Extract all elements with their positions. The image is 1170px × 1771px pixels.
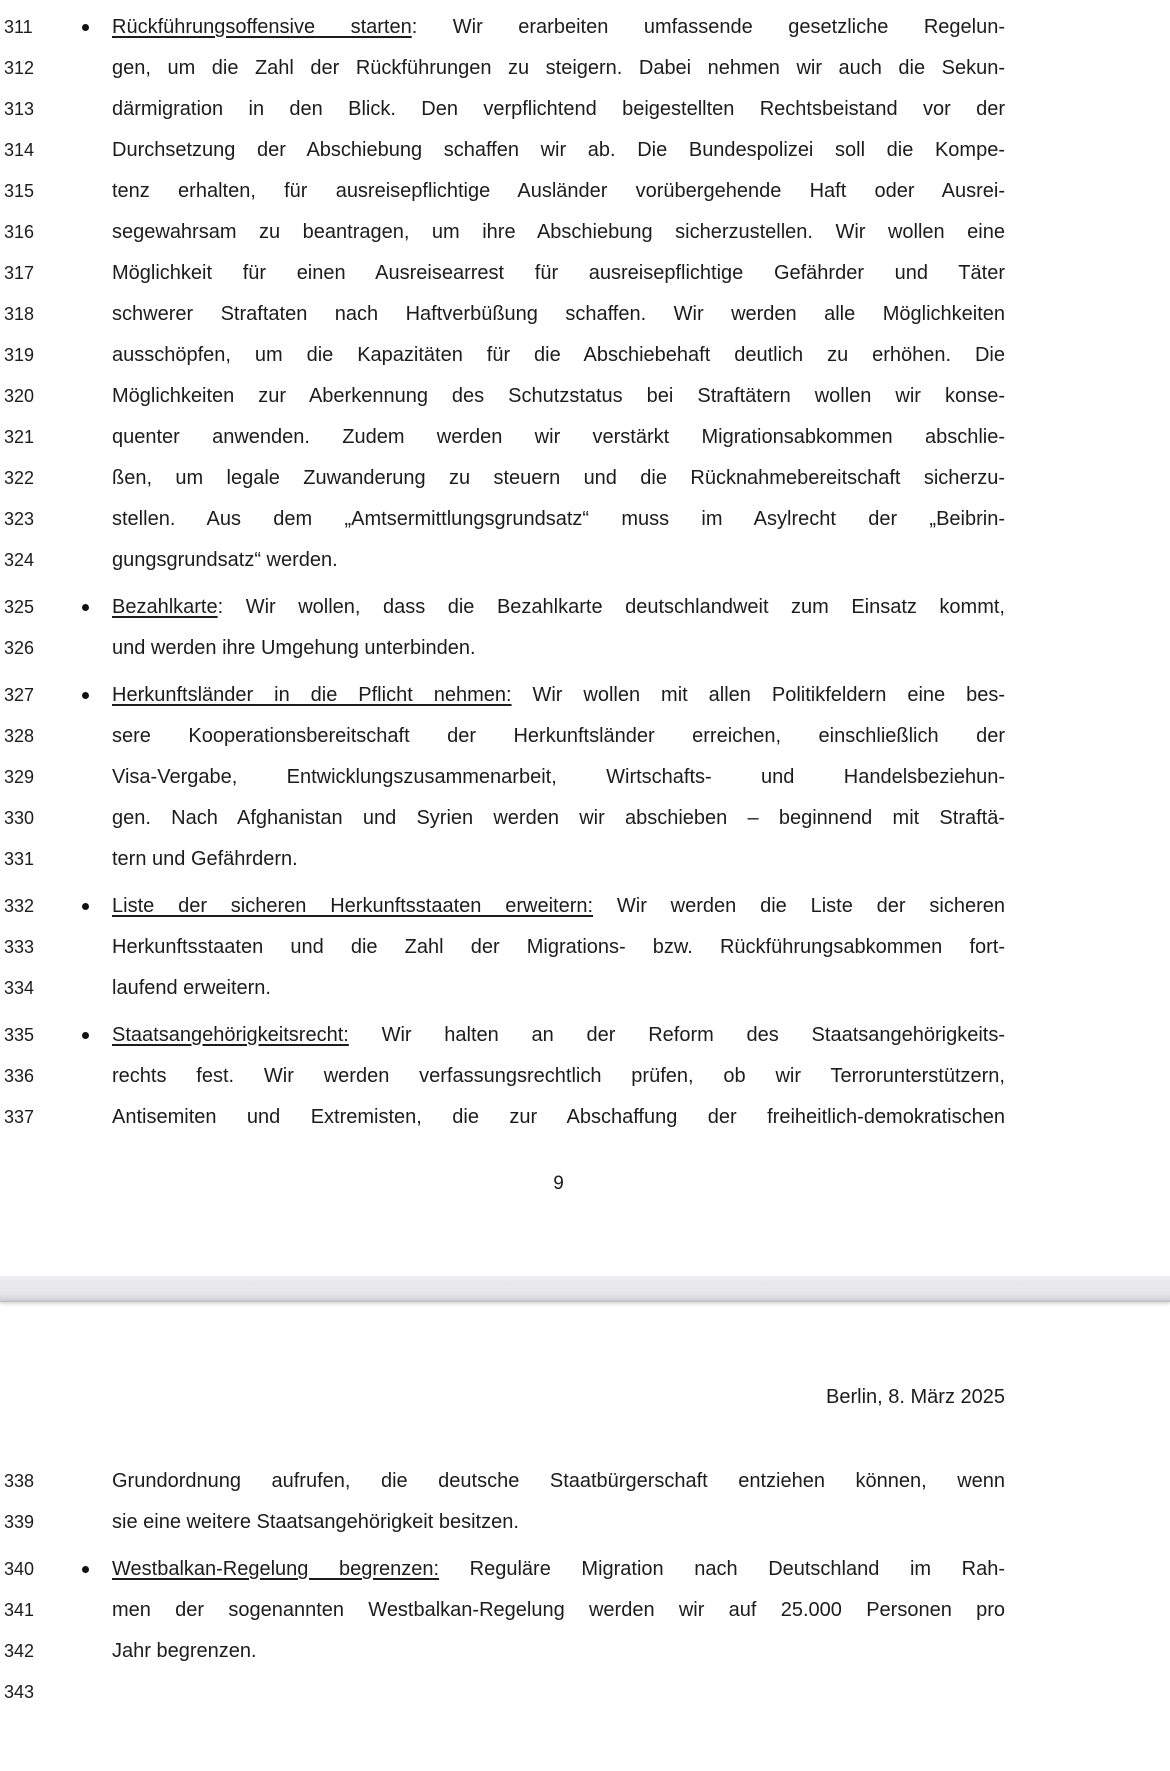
text-run: men der sogenannten Westbalkan-Regelung werden wir auf 25.000 Personen pro xyxy=(112,1599,1005,1621)
page-10-lines xyxy=(0,1461,1170,1672)
text-run: därmigration in den Blick. Den verpflichtend beigestellten Rechtsbeistand vor der xyxy=(112,98,1005,120)
heading-underlined: Herkunftsländer in die Pflicht nehmen: xyxy=(112,684,512,706)
text-run: sere Kooperationsbereitschaft der Herkunftsländer erreichen, einschließlich der xyxy=(112,725,1005,747)
line-number: 319 xyxy=(4,345,35,365)
line-number: 342 xyxy=(4,1641,35,1661)
text-run: Wir wollen mit allen Politikfeldern eine bes- xyxy=(511,684,1005,706)
bullet-cell xyxy=(64,798,112,839)
line-text xyxy=(112,839,1005,880)
line-text xyxy=(112,886,1005,927)
text-line xyxy=(0,716,1170,757)
text-line xyxy=(0,540,1170,581)
bullet-cell xyxy=(64,130,112,171)
line-number: 321 xyxy=(4,427,35,447)
text-line xyxy=(0,130,1170,171)
text-line xyxy=(0,927,1170,968)
line-number: 324 xyxy=(4,550,35,570)
line-number: 329 xyxy=(4,767,35,787)
text-run: Möglichkeiten zur Aberkennung des Schutzstatus bei Straftätern wollen wir konse- xyxy=(112,385,1005,407)
text-line xyxy=(0,757,1170,798)
line-number: 326 xyxy=(4,638,35,658)
line-number: 317 xyxy=(4,263,35,283)
page-10 xyxy=(0,1384,1170,1771)
bullet-cell xyxy=(64,1549,112,1590)
bullet-cell xyxy=(64,1015,112,1056)
text-line xyxy=(0,1502,1170,1543)
line-number: 341 xyxy=(4,1600,35,1620)
bullet-cell xyxy=(64,499,112,540)
line-text xyxy=(112,716,1005,757)
bullet-icon xyxy=(82,24,89,31)
bullet-icon xyxy=(82,1566,89,1573)
line-text xyxy=(112,675,1005,716)
text-run: Jahr begrenzen. xyxy=(112,1640,257,1662)
bullet-cell xyxy=(64,927,112,968)
line-text xyxy=(112,1502,1005,1543)
text-run: Wir halten an der Reform des Staatsangehörigkeits- xyxy=(348,1024,1005,1046)
line-text xyxy=(112,628,1005,669)
text-line xyxy=(0,1461,1170,1502)
bullet-cell xyxy=(64,839,112,880)
line-text xyxy=(112,417,1005,458)
line-number: 327 xyxy=(4,685,35,705)
line-number: 314 xyxy=(4,140,35,160)
line-text xyxy=(112,540,1005,581)
text-line xyxy=(0,294,1170,335)
line-number: 340 xyxy=(4,1559,35,1579)
bullet-cell xyxy=(64,716,112,757)
text-run: schwerer Straftaten nach Haftverbüßung schaffen. Wir werden alle Möglichkeiten xyxy=(112,303,1005,325)
bullet-cell xyxy=(64,540,112,581)
line-number: 328 xyxy=(4,726,35,746)
text-line xyxy=(0,968,1170,1009)
text-run: sie eine weitere Staatsangehörigkeit besitzen. xyxy=(112,1511,519,1533)
text-run: rechts fest. Wir werden verfassungsrechtlich prüfen, ob wir Terrorunterstützern, xyxy=(112,1065,1005,1087)
bullet-cell xyxy=(64,253,112,294)
bullet-cell xyxy=(64,48,112,89)
text-line xyxy=(0,1549,1170,1590)
text-line xyxy=(0,1590,1170,1631)
bullet-cell xyxy=(64,1097,112,1138)
text-run: Herkunftsstaaten und die Zahl der Migrations- bzw. Rückführungsabkommen fort- xyxy=(112,936,1005,958)
line-text xyxy=(112,130,1005,171)
text-line xyxy=(0,376,1170,417)
text-line xyxy=(0,1015,1170,1056)
bullet-cell xyxy=(64,458,112,499)
bullet-cell xyxy=(64,417,112,458)
bullet-cell xyxy=(64,1502,112,1543)
line-number: 336 xyxy=(4,1066,35,1086)
bullet-cell xyxy=(64,757,112,798)
text-run: Reguläre Migration nach Deutschland im Rah- xyxy=(439,1558,1005,1580)
line-text xyxy=(112,458,1005,499)
bullet-icon xyxy=(82,692,89,699)
text-line xyxy=(0,886,1170,927)
bullet-cell xyxy=(64,628,112,669)
line-number: 330 xyxy=(4,808,35,828)
bullet-icon xyxy=(82,604,89,611)
heading-underlined: Bezahlkarte xyxy=(112,596,218,618)
line-number: 334 xyxy=(4,978,35,998)
text-line xyxy=(0,7,1170,48)
text-run: Möglichkeit für einen Ausreisearrest für ausreisepflichtige Gefährder und Täter xyxy=(112,262,1005,284)
page-9-lines xyxy=(0,7,1170,1138)
text-run: : Wir erarbeiten umfassende gesetzliche Regelun- xyxy=(411,16,1005,38)
date-line: Berlin, 8. März 2025 xyxy=(826,1386,1005,1408)
text-line xyxy=(0,253,1170,294)
line-text xyxy=(112,212,1005,253)
line-text xyxy=(112,294,1005,335)
line-text xyxy=(112,335,1005,376)
text-line xyxy=(0,628,1170,669)
text-line xyxy=(0,587,1170,628)
line-number: 313 xyxy=(4,99,35,119)
text-line xyxy=(0,48,1170,89)
line-number: 320 xyxy=(4,386,35,406)
bullet-cell xyxy=(64,675,112,716)
line-text xyxy=(112,927,1005,968)
page-separator xyxy=(0,1276,1170,1302)
line-text xyxy=(112,1631,1005,1672)
text-line xyxy=(0,1056,1170,1097)
text-line xyxy=(0,1631,1170,1672)
line-text xyxy=(112,376,1005,417)
text-line xyxy=(0,417,1170,458)
line-number: 318 xyxy=(4,304,35,324)
line-text xyxy=(112,968,1005,1009)
bullet-cell xyxy=(64,171,112,212)
line-text xyxy=(112,757,1005,798)
text-line xyxy=(0,335,1170,376)
line-number: 333 xyxy=(4,937,35,957)
line-number: 322 xyxy=(4,468,35,488)
line-text xyxy=(112,253,1005,294)
text-line xyxy=(0,171,1170,212)
line-text xyxy=(112,1056,1005,1097)
text-run: Grundordnung aufrufen, die deutsche Staatbürgerschaft entziehen können, wenn xyxy=(112,1470,1005,1492)
bullet-cell xyxy=(64,1590,112,1631)
text-line xyxy=(0,1097,1170,1138)
line-number: 312 xyxy=(4,58,35,78)
text-run: tern und Gefährdern. xyxy=(112,848,298,870)
text-line xyxy=(0,89,1170,130)
text-line xyxy=(0,839,1170,880)
bullet-icon xyxy=(82,903,89,910)
text-run: segewahrsam zu beantragen, um ihre Abschiebung sicherzustellen. Wir wollen eine xyxy=(112,221,1005,243)
bullet-cell xyxy=(64,376,112,417)
line-text xyxy=(112,171,1005,212)
heading-underlined: Westbalkan-Regelung begrenzen: xyxy=(112,1558,440,1580)
text-run: gen. Nach Afghanistan und Syrien werden wir abschieben – beginnend mit Straftä- xyxy=(112,807,1005,829)
bullet-cell xyxy=(64,7,112,48)
line-text xyxy=(112,1461,1005,1502)
page-number: 9 xyxy=(553,1173,564,1194)
text-line xyxy=(0,798,1170,839)
line-number: 337 xyxy=(4,1107,35,1127)
text-run: Antisemiten und Extremisten, die zur Abschaffung der freiheitlich-demokratischen xyxy=(112,1106,1005,1128)
text-run: und werden ihre Umgehung unterbinden. xyxy=(112,637,476,659)
bullet-icon xyxy=(82,1032,89,1039)
bullet-cell xyxy=(64,89,112,130)
line-text xyxy=(112,1015,1005,1056)
text-run: gungsgrundsatz“ werden. xyxy=(112,549,338,571)
text-run: Durchsetzung der Abschiebung schaffen wir ab. Die Bundespolizei soll die Kompe- xyxy=(112,139,1005,161)
bullet-cell xyxy=(64,335,112,376)
heading-underlined: Staatsangehörigkeitsrecht: xyxy=(112,1024,349,1046)
text-run: ßen, um legale Zuwanderung zu steuern und die Rücknahmebereitschaft sicherzu- xyxy=(112,467,1005,489)
text-run: ausschöpfen, um die Kapazitäten für die Abschiebehaft deutlich zu erhöhen. Die xyxy=(112,344,1005,366)
text-run: laufend erweitern. xyxy=(112,977,271,999)
text-run: Wir werden die Liste der sicheren xyxy=(593,895,1005,917)
line-text xyxy=(112,587,1005,628)
line-number: 338 xyxy=(4,1471,35,1491)
text-run: : Wir wollen, dass die Bezahlkarte deutschlandweit zum Einsatz kommt, xyxy=(217,596,1005,618)
text-line xyxy=(0,499,1170,540)
heading-underlined: Liste der sicheren Herkunftsstaaten erweitern: xyxy=(112,895,594,917)
line-text xyxy=(112,499,1005,540)
line-number: 343 xyxy=(4,1682,35,1702)
bullet-cell xyxy=(64,587,112,628)
line-number: 325 xyxy=(4,597,35,617)
line-text xyxy=(112,798,1005,839)
text-run: stellen. Aus dem „Amtsermittlungsgrundsatz“ muss im Asylrecht der „Beibrin- xyxy=(112,508,1005,530)
text-line xyxy=(0,675,1170,716)
line-text xyxy=(112,7,1005,48)
line-number: 339 xyxy=(4,1512,35,1532)
line-number: 331 xyxy=(4,849,35,869)
bullet-cell xyxy=(64,1631,112,1672)
bullet-cell xyxy=(64,968,112,1009)
bullet-cell xyxy=(64,1056,112,1097)
text-line-partial xyxy=(0,1672,1170,1713)
line-number: 315 xyxy=(4,181,35,201)
bullet-cell xyxy=(64,886,112,927)
text-line xyxy=(0,212,1170,253)
heading-underlined: Rückführungsoffensive starten xyxy=(112,16,412,38)
line-number: 311 xyxy=(4,17,33,37)
line-number: 332 xyxy=(4,896,35,916)
line-text xyxy=(112,1097,1005,1138)
text-run: gen, um die Zahl der Rückführungen zu steigern. Dabei nehmen wir auch die Sekun- xyxy=(112,57,1005,79)
text-run: tenz erhalten, für ausreisepflichtige Ausländer vorübergehende Haft oder Ausrei- xyxy=(112,180,1005,202)
bullet-cell xyxy=(64,212,112,253)
text-run: quenter anwenden. Zudem werden wir verstärkt Migrationsabkommen abschlie- xyxy=(112,426,1005,448)
line-number: 316 xyxy=(4,222,35,242)
text-line xyxy=(0,458,1170,499)
text-run: Visa-Vergabe, Entwicklungszusammenarbeit, Wirtschafts- und Handelsbeziehun- xyxy=(112,766,1005,788)
line-number: 335 xyxy=(4,1025,35,1045)
line-number: 323 xyxy=(4,509,35,529)
bullet-cell xyxy=(64,1461,112,1502)
line-text xyxy=(112,1549,1005,1590)
line-text xyxy=(112,89,1005,130)
line-text xyxy=(112,48,1005,89)
bullet-cell xyxy=(64,294,112,335)
line-text xyxy=(112,1590,1005,1631)
